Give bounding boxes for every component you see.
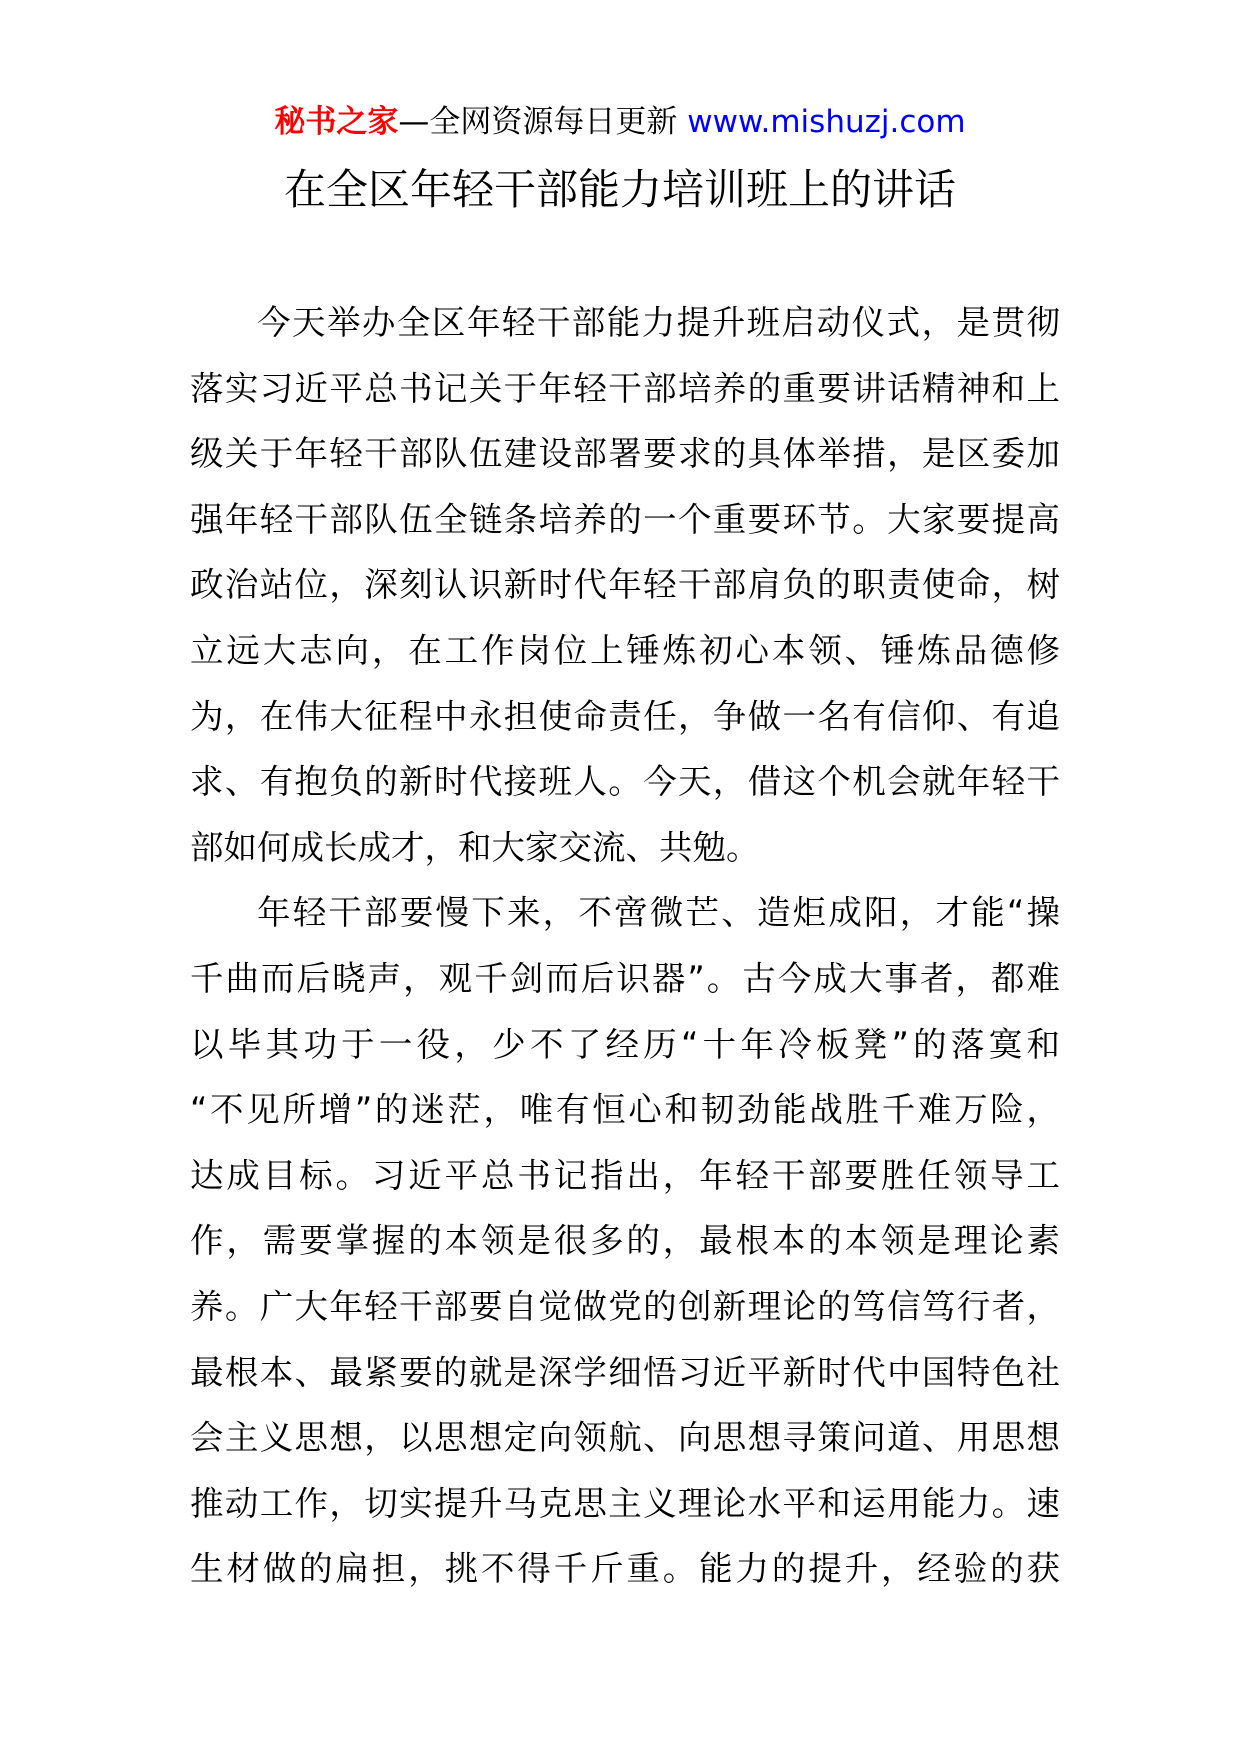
text-line: 养。广大年轻干部要自觉做党的创新理论的笃信笃行者， xyxy=(190,1286,1060,1326)
text-line: 立远大志向，在工作岗位上锤炼初心本领、锤炼品德修 xyxy=(190,630,1060,670)
text-line: 强年轻干部队伍全链条培养的一个重要环节。大家要提高 xyxy=(190,499,1060,539)
site-header xyxy=(0,100,1240,144)
header-tagline: —全网资源每日更新 xyxy=(398,104,688,140)
text-line: 千曲而后晓声，观千剑而后识器”。古今成大事者，都难 xyxy=(190,958,1060,998)
text-line: 今天举办全区年轻干部能力提升班启动仪式，是贯彻 xyxy=(257,303,1060,342)
text-line: “不见所增”的迷茫，唯有恒心和韧劲能战胜千难万险， xyxy=(190,1090,1060,1130)
text-line: 最根本、最紧要的就是深学细悟习近平新时代中国特色社 xyxy=(190,1352,1060,1392)
site-url-link[interactable]: www.mishuzj.com xyxy=(687,104,966,140)
document-title: 在全区年轻干部能力培训班上的讲话 xyxy=(283,165,956,214)
text-line: 部如何成长成才，和大家交流、共勉。 xyxy=(190,827,760,867)
text-line: 以毕其功于一役，少不了经历“十年冷板凳”的落寞和 xyxy=(190,1024,1060,1064)
brand-name: 秘书之家 xyxy=(274,104,399,140)
text-line: 求、有抱负的新时代接班人。今天，借这个机会就年轻干 xyxy=(190,762,1060,802)
text-line: 为，在伟大征程中永担使命责任，争做一名有信仰、有追 xyxy=(190,696,1060,736)
paragraph-1 xyxy=(190,290,1060,880)
text-line: 推动工作，切实提升马克思主义理论水平和运用能力。速 xyxy=(190,1483,1060,1523)
text-line: 落实习近平总书记关于年轻干部培养的重要讲话精神和上 xyxy=(190,368,1060,408)
text-line: 政治站位，深刻认识新时代年轻干部肩负的职责使命，树 xyxy=(190,565,1060,605)
text-line: 会主义思想，以思想定向领航、向思想寻策问道、用思想 xyxy=(190,1418,1060,1458)
text-line: 级关于年轻干部队伍建设部署要求的具体举措，是区委加 xyxy=(190,434,1060,474)
text-line: 生材做的扁担，挑不得千斤重。能力的提升，经验的获 xyxy=(190,1549,1060,1589)
paragraph-2 xyxy=(190,880,1060,1602)
text-line: 年轻干部要慢下来，不啻微芒、造炬成阳，才能“操 xyxy=(257,893,1060,933)
text-line: 作，需要掌握的本领是很多的，最根本的本领是理论素 xyxy=(190,1221,1060,1261)
document-body xyxy=(190,290,1060,1602)
text-line: 达成目标。习近平总书记指出，年轻干部要胜任领导工 xyxy=(190,1155,1060,1195)
